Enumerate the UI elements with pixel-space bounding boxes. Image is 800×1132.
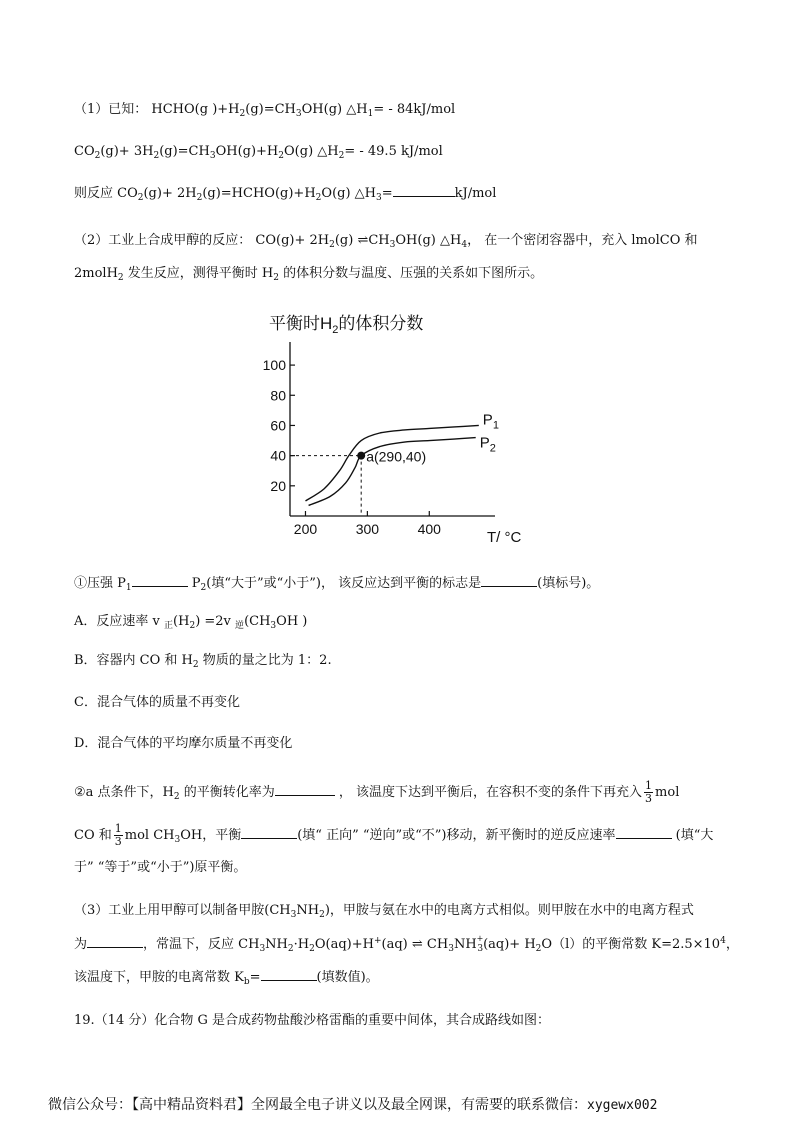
fraction-one-third: $\frac{1}{3}$ <box>114 822 122 848</box>
h2-fraction-chart <box>255 305 555 550</box>
x-tick-label: 200 <box>293 521 318 537</box>
q3-line3: 该温度下，甲胺的电离常数 $K_b=$ (填数值)。 <box>74 970 379 987</box>
chart-title: 平衡时$H_2$的体积分数 <box>269 314 424 336</box>
answer-blank[interactable] <box>87 935 143 948</box>
q3-line1: （3）工业上用甲醇可以制备甲胺$(CH_3NH_2)$，甲胺与氨在水中的电离方式相似。则甲胺在水中的电离方程式 <box>74 903 694 920</box>
y-tick-label: 40 <box>270 447 286 464</box>
q2-sub2-line2: CO 和 $\frac{1}{3}$ mol $CH_3OH$，平衡 (填“ 正向” “逆向”或“不”)移动，新平衡时的逆反应速率 (填“大 <box>74 822 714 848</box>
option-a: A．反应速率 v $_正(H_2) =2v$ $_逆(CH_3OH$ ) <box>74 614 308 631</box>
x-tick-label: 300 <box>355 521 380 537</box>
q1-eq2: $CO_2(g)+ 3H_2(g)=CH_3OH(g)+H_2O(g)$ $\triangle H_2= - 49.5$ kJ/mol <box>74 144 443 161</box>
q2-line1: （2）工业上合成甲醇的反应： $CO(g)+ 2H_2(g)$ $\rightleftharpoons CH_3OH(g)$ $\triangle H_4$， 在一个密闭容器中，充入 lmolCO 和 <box>74 233 698 250</box>
series-label-p2: $P_2$ <box>479 434 496 455</box>
answer-blank[interactable] <box>261 968 317 981</box>
series-label-p1: $P_1$ <box>482 411 499 432</box>
answer-blank[interactable] <box>481 574 537 587</box>
q2-sub2-line1: ②a 点条件下，$H_2$ 的平衡转化率为 ， 该温度下达到平衡后，在容积不变的条件下再充入 $\frac{1}{3}$ mol <box>74 779 680 805</box>
y-tick-label: 20 <box>270 477 286 494</box>
answer-blank[interactable] <box>275 783 335 796</box>
q2-sub1: ①压强 $P_1$ $P_2$(填“大于”或“小于”)， 该反应达到平衡的标志是 (填标号)。 <box>74 576 600 593</box>
q1-eq3: 则反应 $CO_2(g)+$ $2H_2(g)=HCHO(g)+H_2O(g)$ $\triangle H_3= kJ/mol$ <box>74 186 497 203</box>
y-tick-label: 100 <box>262 357 286 374</box>
fraction-one-third: $\frac{1}{3}$ <box>645 779 653 805</box>
option-c: C．混合气体的质量不再变化 <box>74 695 240 710</box>
footer-ad: 微信公众号：【高中精品资料君】全网最全电子讲义以及最全网课，有需要的联系微信：xygewx002 <box>48 1097 658 1113</box>
y-tick-label: 80 <box>270 387 286 404</box>
y-tick-label: 60 <box>270 417 286 434</box>
answer-blank[interactable] <box>616 826 672 839</box>
q2-line2: 2molH$_2$ 发生反应，测得平衡时 $H_2$ 的体积分数与温度、压强的关系如下图所示。 <box>74 266 544 283</box>
q1-eq1: （1）已知： HCHO(g )$+H_2(g)=CH_3OH(g)$ $\triangle H_1= - 84kJ/mol$ <box>74 102 456 119</box>
point-a-label: a(290,40) <box>366 448 427 465</box>
question-19: 19.（14 分）化合物 G 是合成药物盐酸沙格雷酯的重要中间体，其合成路线如图： <box>74 1013 550 1028</box>
q2-sub2-line3: 于” “等于”或“小于”)原平衡。 <box>74 860 247 875</box>
point-a-marker <box>357 452 365 460</box>
q3-line2: 为 ，常温下，反应 $CH_3NH_2\cdot H_2O(aq)+H^+(aq)$ ⇌ $CH_3NH_{+3}(aq)+ H_2O(l)$的平衡常数 $K=2.5\times 10^4$， <box>74 934 739 954</box>
option-d: D．混合气体的平均摩尔质量不再变化 <box>74 736 293 751</box>
option-b: B．容器内 CO 和 $H_2$ 物质的量之比为 1：2. <box>74 653 332 670</box>
x-tick-label: 400 <box>417 521 441 537</box>
answer-blank[interactable] <box>393 184 455 197</box>
answer-blank[interactable] <box>241 826 297 839</box>
x-axis-label: T/ °C <box>487 529 522 546</box>
answer-blank[interactable] <box>132 574 188 587</box>
